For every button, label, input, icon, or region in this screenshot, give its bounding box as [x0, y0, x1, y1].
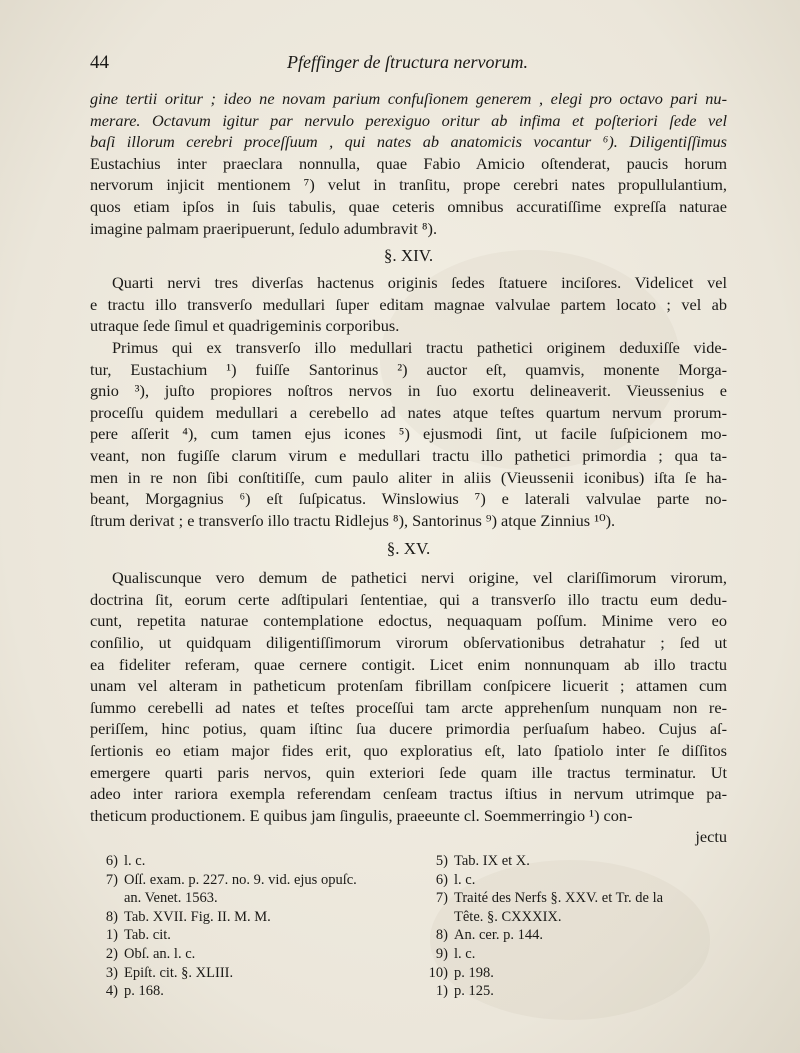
- text-line: veant, non fugiſſe clarum virum e medullari tractu illo pathetici primordia ; qua ta-: [90, 445, 727, 465]
- text-line: tur, Eustachium ¹) fuiſſe Santorinus ²) auctor eſt, quamvis, monente Morga-: [90, 359, 727, 379]
- section-heading-xiv: §. XIV.: [383, 246, 434, 266]
- footnote: [90, 889, 390, 908]
- page-header: [90, 52, 725, 78]
- text-line: ſertionis eo etiam major fides erit, quo exploratius eſt, lato ſpatiolo inter ſe diſſitos: [90, 741, 727, 761]
- text-line: periſſem, hinc potius, quam iſtinc ſua ducere primordia perſuaſum habeo. Cujus aſ-: [90, 719, 727, 739]
- footnote-text: Epiſt. cit. §. XLIII.: [124, 964, 234, 981]
- footnote-number: 8): [105, 908, 118, 925]
- footnote-text: l. c.: [124, 853, 146, 869]
- text-line: beant, Morgagnius ⁶) eſt ſuſpicatus. Winslowius ⁷) e laterali valvulae parte no-: [90, 489, 727, 509]
- text-line: cunt, repetita naturae contemplatione edoctus, nequaquam poſſum. Minime vero eo: [90, 611, 727, 631]
- footnote-number: 3): [105, 964, 118, 981]
- footnote: [90, 964, 390, 983]
- paragraph-4: [90, 567, 727, 826]
- text-line: merare. Octavum igitur par nervulo perexiguo oritur ab infima et poſteriori ſede vel: [90, 110, 727, 130]
- footnote-text: p. 125.: [454, 983, 494, 1000]
- footnote-text: An. cer. p. 144.: [454, 927, 543, 944]
- text-line: theticum productionem. E quibus jam ſingulis, praeeunte cl. Soemmerringio ¹) con-: [90, 805, 633, 825]
- footnote-number: 6): [105, 853, 118, 869]
- footnote: [90, 852, 390, 871]
- footnote-text: Oſſ. exam. p. 227. no. 9. vid. ejus opuſc.: [124, 871, 357, 888]
- text-line: ſtrum derivat ; e transverſo illo tractu Ridlejus ⁸), Santorinus ⁹) atque Zinnius ¹⁰).: [90, 510, 616, 530]
- running-title: Pfeffinger de ſtructura nervorum.: [287, 52, 528, 72]
- footnote: [90, 908, 390, 927]
- footnote: [420, 908, 727, 927]
- footnote: [420, 852, 727, 871]
- footnote-text: p. 198.: [454, 964, 494, 981]
- footnote: [90, 871, 390, 890]
- text-line: nervorum injicit mentionem ⁷) velut in tranſitu, prope cerebri nates propullulantium,: [90, 175, 727, 195]
- footnote-text: l. c.: [454, 945, 476, 962]
- footnote-text: Tab. XVII. Fig. II. M. M.: [124, 908, 271, 925]
- footnote-number: 2): [105, 945, 118, 962]
- footnote-number: 1): [105, 927, 118, 944]
- text-line: utraque ſede ſimul et quadrigeminis corporibus.: [90, 316, 400, 336]
- footnote-text: Obſ. an. l. c.: [124, 945, 196, 962]
- footnote-text: Tab. IX et X.: [454, 853, 530, 869]
- paragraph-1: [90, 88, 727, 239]
- text-line: pere aſſerit ⁴), cum tamen ejus icones ⁵) ejusmodi ſint, ut facile ſuſpicionem mo-: [90, 424, 727, 444]
- footnote: [420, 889, 727, 908]
- text-line: Quarti nervi tres diverſas hactenus originis ſedes ſtatuere inciſores. Videlicet vel: [112, 273, 727, 293]
- text-line: men in re non ſibi conſtitiſſe, cum paulo aliter in aliis (Vieussenii iconibus) iſta ſe ha-: [90, 467, 727, 487]
- footnote: [420, 926, 727, 945]
- text-line: adeo inter rariora exempla referendam cenſeam tractus iſtius in nervum utrimque pa-: [90, 784, 727, 804]
- footnote: [90, 945, 390, 964]
- footnote-number: 10): [428, 964, 448, 981]
- footnote: [420, 871, 727, 890]
- footnote-text: an. Venet. 1563.: [124, 890, 218, 907]
- text-line: quos etiam ipſos in ſuis tabulis, quae ceteris omnibus accuratiſſime expreſſa naturae: [90, 196, 727, 216]
- footnote-number: 7): [435, 890, 448, 907]
- text-line: emergere quarti paris nervos, quin exteriori ſede quam ille tractus terminatur. Ut: [90, 762, 727, 782]
- section-heading-xv: §. XV.: [386, 539, 431, 559]
- text-line: gnio ³), juſto propiores noſtros nervos in ſuo exortu delineaverit. Vieussenius e: [90, 381, 727, 401]
- main-text: [90, 88, 727, 848]
- text-line: proceſſu quidem medullari a cerebello ad nates atque teſtes quartum nervum prorum-: [90, 402, 727, 422]
- catchword: jectu: [695, 827, 727, 847]
- text-line: baſi illorum cerebri proceſſuum , qui nates ab anatomicis vocantur ⁶). Diligentiſſimus: [90, 132, 727, 152]
- footnote-number: 6): [435, 871, 448, 888]
- text-line: ea fideliter referam, quae cernere contigit. Licet enim nonnunquam ab illo tractu: [90, 654, 727, 674]
- text-line: conſilio, ut quidquam diligentiſſimorum virorum obſervationibus detrahatur ; ſed ut: [90, 633, 727, 653]
- footnote-number: 8): [435, 927, 448, 944]
- footnote-text: Tête. §. CXXXIX.: [454, 908, 562, 925]
- paragraph-3: [90, 337, 727, 531]
- footnote: [90, 982, 390, 1001]
- text-line: Primus qui ex transverſo illo medullari tractu pathetici originem deduxiſſe vide-: [112, 337, 727, 357]
- footnotes-left-column: [90, 852, 390, 1001]
- footnote: [90, 926, 390, 945]
- text-line: Qualiscunque vero demum de pathetici nervi origine, vel clariſſimorum virorum,: [112, 568, 727, 588]
- footnote-number: 4): [105, 983, 118, 1000]
- footnote-number: 9): [435, 945, 448, 962]
- text-line: gine tertii oritur ; ideo ne novam parium confuſionem generem , elegi pro octavo pari nu-: [90, 89, 727, 108]
- footnote-text: Traité des Nerfs §. XXV. et Tr. de la: [454, 890, 664, 907]
- footnote-number: 7): [105, 871, 118, 888]
- text-line: Eustachius inter praeclara nonnulla, quae Fabio Amicio oſtenderat, paucis horum: [90, 153, 727, 173]
- footnote-text: l. c.: [454, 871, 476, 888]
- footnote-number: 1): [435, 983, 448, 1000]
- text-line: doctrina ſit, eorum certe adſtipulari ſententiae, qui a transverſo illo tractu eum dedu-: [90, 589, 727, 609]
- text-line: imagine palmam praeripuerunt, ſedulo adumbravit ⁸).: [90, 218, 438, 238]
- footnote-number: 5): [435, 853, 448, 869]
- paragraph-2: [90, 272, 727, 337]
- page-number: 44: [90, 52, 109, 73]
- text-line: ſummo cerebelli ad nates et teſtes proceſſui tam arcte apprehenſum nunquam non re-: [90, 697, 727, 717]
- text-line: unam vel alteram in patheticum protenſam fibrillam conſpicere licuerit ; attamen cum: [90, 676, 727, 696]
- footnote-text: p. 168.: [124, 983, 164, 1000]
- footnote: [420, 945, 727, 964]
- text-line: e tractu illo transverſo medullari ſuper editam magnae valvulae partem locato ; vel ab: [90, 294, 727, 314]
- footnote: [420, 964, 727, 983]
- footnotes-right-column: [420, 852, 727, 1001]
- footnote: [420, 982, 727, 1001]
- footnote-text: Tab. cit.: [124, 927, 171, 944]
